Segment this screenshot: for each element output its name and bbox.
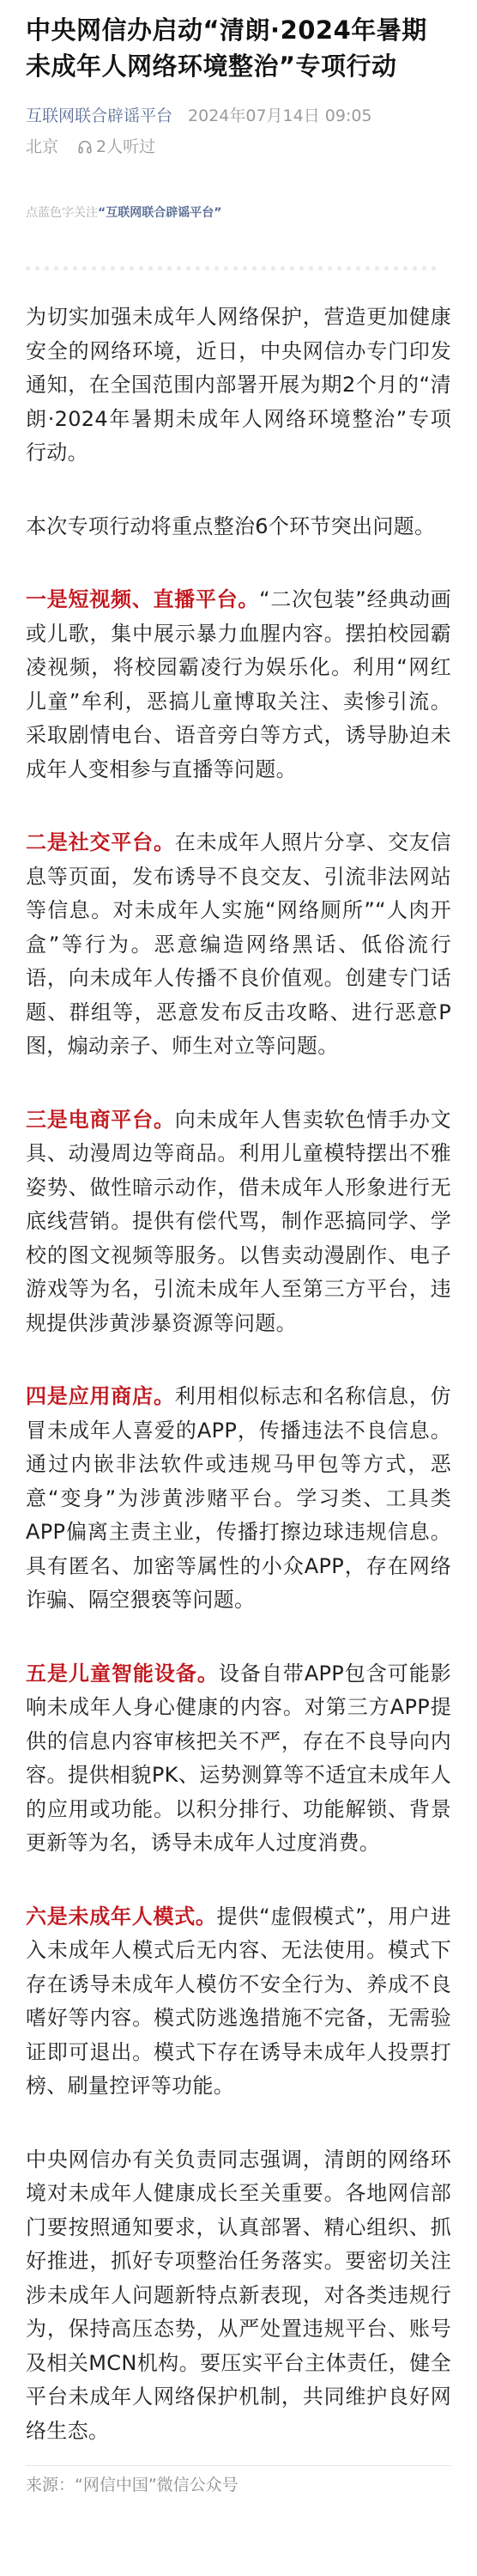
account-name-link[interactable]: 互联网联合辟谣平台 [26,106,173,125]
divider-dot [186,266,190,270]
divider-dot [290,266,294,270]
divider-dot [347,266,351,270]
body-paragraph [26,510,451,544]
divider-dot [148,266,153,270]
paragraph-text: 中央网信办有关负责同志强调，清朗的网络环境对未成年人健康成长至关重要。各地网信部门要按照通知要求，认真部署、精心组织、抓好推进，抓好专项整治任务落实。要密切关注涉未成年人问题新特点新表现，对各类违规行为，保持高压态势，从严处置违规平台、账号及相关MCN机构。要压实平台主体责任，健全平台未成年人网络保护机制，共同维护良好网络生态。 [26,2147,451,2443]
divider-dot [158,266,162,270]
divider-dot [243,266,247,270]
divider-dot [328,266,332,270]
source-note: 来源：“网信中国”微信公众号 [26,2465,451,2497]
section-heading: 三是电商平台。 [26,1107,175,1132]
body-paragraph [26,301,451,471]
divider-dot [205,266,209,270]
divider-dot [45,266,49,270]
divider-dot [35,266,39,270]
divider-dot [394,266,398,270]
paragraph-text: 提供“虚假模式”，用户进入未成年人模式后无内容、无法使用。模式下存在诱导未成年人模仿不安全行为、养成不良嗜好等内容。模式防逃逸措施不完备，无需验证即可退出。模式下存在诱导未成年人投票打榜、刷量控评等功能。 [26,1904,451,2098]
divider-dot [281,266,285,270]
publish-time: 2024年07月14日 09:05 [188,106,372,125]
divider-dot [63,266,68,270]
divider-dot [196,266,200,270]
article-title: 中央网信办启动“清朗·2024年暑期未成年人网络环境整治”专项行动 [26,15,427,81]
body-paragraph [26,1380,451,1618]
paragraph-text: 为切实加强未成年人网络保护，营造更加健康安全的网络环境，近日，中央网信办专门印发通知，在全国范围内部署开展为期2个月的“清朗·2024年暑期未成年人网络环境整治”专项行动。 [26,305,451,465]
divider-dot [271,266,275,270]
body-paragraph [26,1900,451,2104]
divider-dot [139,266,143,270]
paragraph-text: 设备自带APP包含可能影响未成年人身心健康的内容。对第三方APP提供的信息内容审核把关不严，存在不良导向内容。提供相貌PK、运势测算等不适宜未成年人的应用或功能。以积分排行、功能解锁、背景更新等为名，诱导未成年人过度消费。 [26,1661,452,1855]
divider-dot [111,266,115,270]
article-meta-secondary [26,136,451,158]
divider-dot [101,266,106,270]
location-label: 北京 [26,137,59,156]
section-heading: 五是儿童智能设备。 [26,1661,219,1686]
headphones-icon [77,139,93,155]
article-body [26,301,451,2448]
article-meta [26,105,451,127]
divider-dot [233,266,238,270]
divider-dot [365,266,370,270]
divider-dot [337,266,341,270]
divider-dot [384,266,389,270]
divider-dot [224,266,228,270]
divider-dots [26,266,451,271]
section-heading: 二是社交平台。 [26,830,175,854]
follow-tip-account[interactable]: “互联网联合辟谣平台” [98,206,222,220]
section-heading: 六是未成年人模式。 [26,1904,217,1929]
divider-dot [214,266,219,270]
paragraph-text: 在未成年人照片分享、交友信息等页面，发布诱导不良交友、引流非法网站等信息。对未成年人实施“网络厕所”“人肉开盒”等行为。恶意编造网络黑话、低俗流行语，向未成年人传播不良价值观。创建专门话题、群组等，恶意发布反击攻略、进行恶意P图，煽动亲子、师生对立等问题。 [26,830,451,1058]
divider-dot [54,266,58,270]
divider-dot [432,266,436,270]
divider-dot [413,266,417,270]
section-heading: 一是短视频、直播平台。 [26,587,260,611]
divider-dot [309,266,313,270]
divider-dot [422,266,426,270]
paragraph-text: 本次专项行动将重点整治6个环节突出问题。 [26,513,436,538]
divider-dot [252,266,257,270]
body-paragraph [26,826,451,1064]
listen-count [77,136,155,158]
paragraph-text: “二次包装”经典动画或儿歌，集中展示暴力血腥内容。摆拍校园霸凌视频，将校园霸凌行为娱乐化。利用“网红儿童”牟利，恶搞儿童博取关注、卖惨引流。采取剧情电台、语音旁白等方式，诱导胁迫未成年人变相参与直播等问题。 [26,587,451,781]
divider-dot [318,266,323,270]
paragraph-text: 向未成年人售卖软色情手办文具、动漫周边等商品。利用儿童模特摆出不雅姿势、做性暗示动作，借未成年人形象进行无底线营销。提供有偿代骂，制作恶搞同学、学校的图文视频等服务。以售卖动漫剧作、电子游戏等为名，引流未成年人至第三方平台，违规提供涉黄涉暴资源等问题。 [26,1107,451,1335]
divider-dot [299,266,304,270]
listen-count-label: 2人听过 [96,137,156,156]
divider-dot [167,266,172,270]
section-heading: 四是应用商店。 [26,1384,175,1408]
body-paragraph [26,2143,451,2449]
divider-dot [26,266,30,270]
follow-tip-prefix: 点蓝色字关注 [26,206,98,220]
divider-dot [82,266,87,270]
divider-dot [73,266,77,270]
divider-dot [120,266,124,270]
divider-dot [130,266,134,270]
divider-dot [375,266,379,270]
body-paragraph [26,1657,451,1861]
body-paragraph [26,1103,451,1341]
divider-dot [262,266,266,270]
divider-dot [92,266,96,270]
divider-dot [177,266,181,270]
follow-tip [26,204,451,222]
divider-dot [403,266,408,270]
paragraph-text: 利用相似标志和名称信息，仿冒未成年人喜爱的APP，传播违法不良信息。通过内嵌非法软件或违规马甲包等方式，恶意“变身”为涉黄涉赌平台。学习类、工具类APP偏离主责主业，传播打擦边球违规信息。具有匿名、加密等属性的小众APP，存在网络诈骗、隔空猥亵等问题。 [26,1384,451,1612]
divider-dot [356,266,360,270]
body-paragraph [26,583,451,787]
